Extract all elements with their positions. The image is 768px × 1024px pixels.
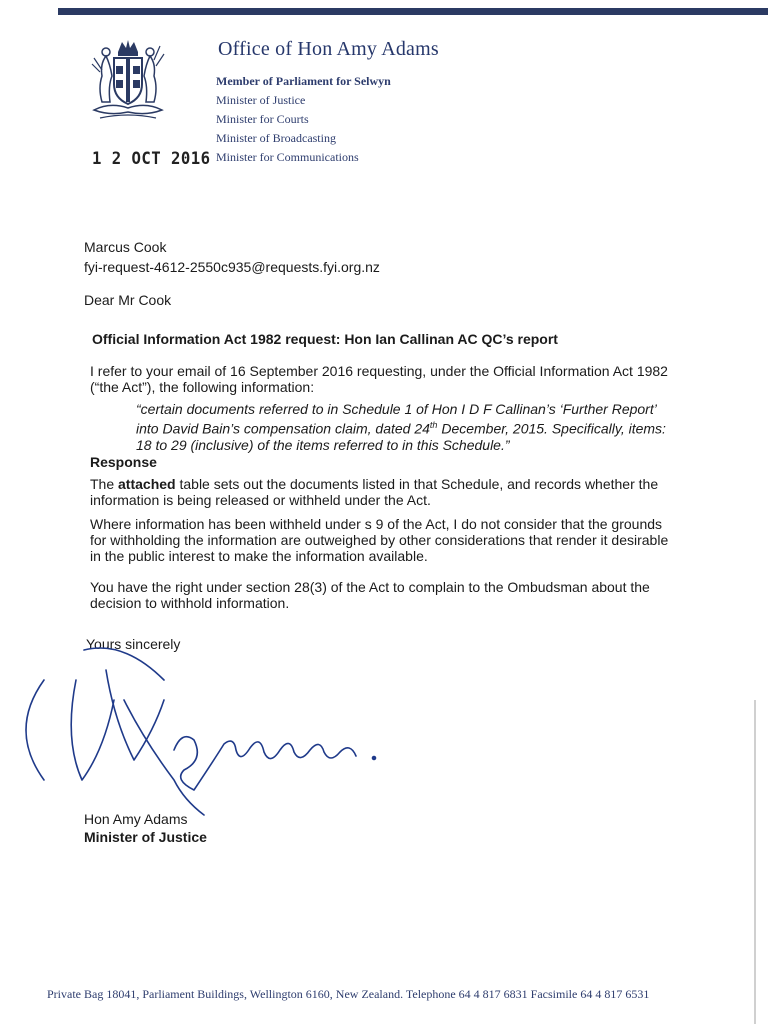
role-mp: Member of Parliament for Selwyn bbox=[216, 74, 391, 88]
quote-text-end: December, 2015. Specifically, items: 18 to 29 (inclusive) of the items referred to in this Schedule.” bbox=[136, 420, 666, 453]
footer-contact: Private Bag 18041, Parliament Buildings, Wellington 6160, New Zealand. Telephone 64 4 817 6831 Facsimile 64 4 817 6531 bbox=[47, 987, 650, 1001]
recipient-email: fyi-request-4612-2550c935@requests.fyi.org.nz bbox=[84, 259, 380, 275]
recipient-block bbox=[84, 237, 380, 277]
date-stamp: 1 2 OCT 2016 bbox=[92, 149, 211, 169]
handwritten-signature-icon bbox=[14, 640, 394, 820]
office-title: Office of Hon Amy Adams bbox=[218, 38, 439, 60]
response-paragraph-2: Where information has been withheld under s 9 of the Act, I do not consider that the grounds for withholding the information are outweighed by other considerations that render it desirable in the public interest to make the information available. bbox=[90, 516, 669, 564]
closing: Yours sincerely bbox=[86, 636, 181, 652]
top-rule bbox=[58, 8, 768, 15]
scan-edge-shadow bbox=[754, 700, 756, 1024]
response-p1-rest: table sets out the documents listed in that Schedule, and records whether the information is being released or withheld under the Act. bbox=[90, 476, 659, 508]
signer-block bbox=[84, 810, 207, 846]
role-communications: Minister for Communications bbox=[216, 150, 359, 164]
quoted-request bbox=[136, 401, 676, 453]
intro-paragraph: I refer to your email of 16 September 2016 requesting, under the Official Information Act 1982 (“the Act”), the following information: bbox=[90, 363, 668, 395]
response-paragraph-1 bbox=[90, 476, 680, 508]
nz-coat-of-arms-icon bbox=[80, 36, 176, 126]
recipient-name: Marcus Cook bbox=[84, 239, 167, 255]
role-courts: Minister for Courts bbox=[216, 112, 309, 126]
quote-text-start: “certain documents referred to in Schedule 1 of Hon I D F Callinan’s ‘Further Report’ into David Bain’s compensation claim, dated 24 bbox=[136, 401, 657, 437]
signer-name: Hon Amy Adams bbox=[84, 811, 188, 827]
role-justice: Minister of Justice bbox=[216, 93, 306, 107]
response-p1-lead: The bbox=[90, 476, 115, 492]
role-broadcasting: Minister of Broadcasting bbox=[216, 131, 336, 145]
quote-superscript: th bbox=[429, 420, 438, 430]
subject-line: Official Information Act 1982 request: Hon Ian Callinan AC QC’s report bbox=[92, 331, 558, 347]
ministerial-roles bbox=[216, 72, 391, 167]
response-heading: Response bbox=[90, 454, 157, 470]
response-p1-bold: attached bbox=[118, 476, 176, 492]
signer-title: Minister of Justice bbox=[84, 829, 207, 845]
salutation: Dear Mr Cook bbox=[84, 292, 172, 308]
response-paragraph-3: You have the right under section 28(3) of the Act to complain to the Ombudsman about the decision to withhold information. bbox=[90, 579, 650, 611]
